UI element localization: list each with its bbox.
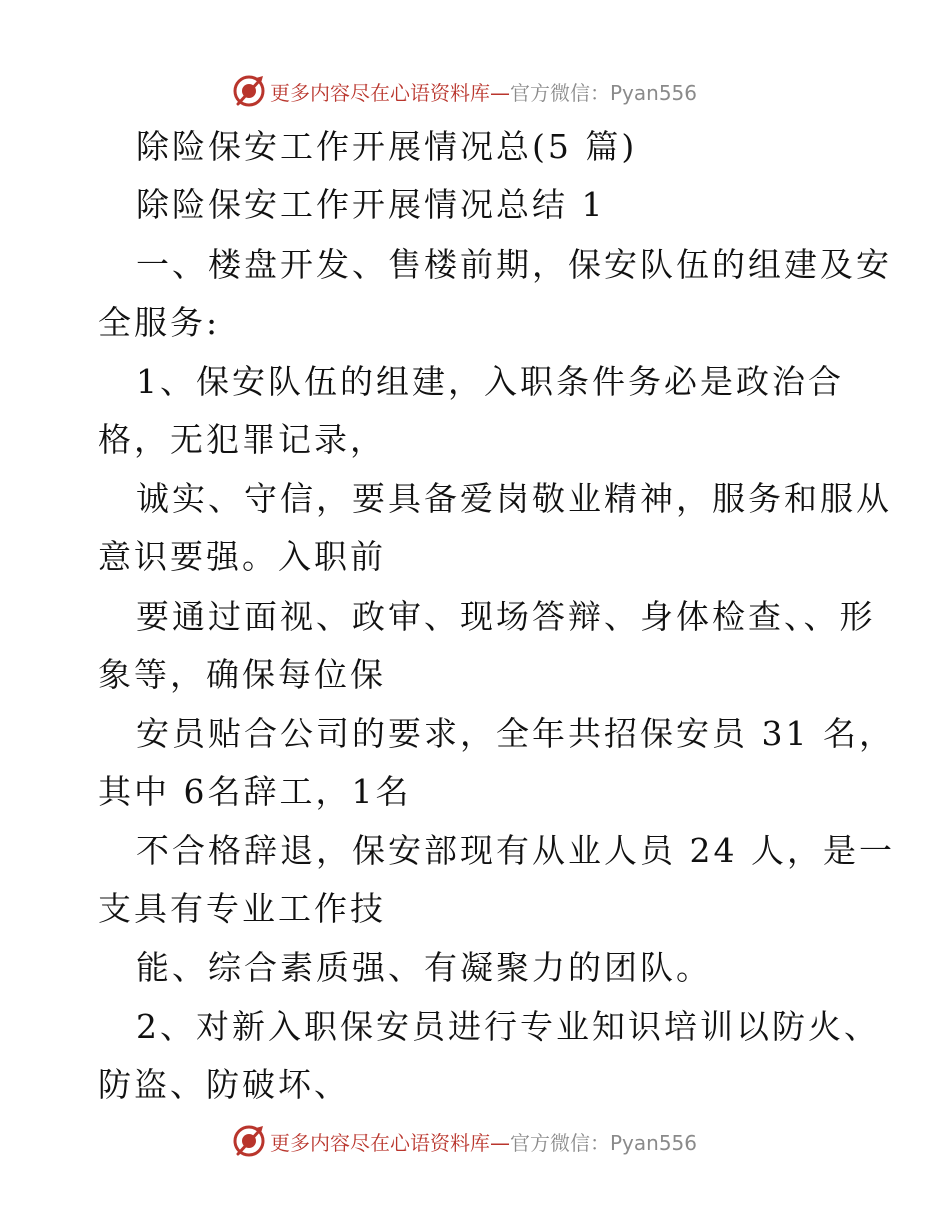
watermark-text (270, 77, 697, 106)
paragraph-line: 全服务: (98, 303, 221, 342)
paragraph-line: 支具有专业工作技 (98, 889, 386, 928)
section-heading: 除险保安工作开展情况总结 1 (136, 185, 606, 224)
document-title: 除险保安工作开展情况总(5 篇) (136, 127, 638, 166)
paragraph-line: 一、楼盘开发、售楼前期，保安队伍的组建及安 (136, 245, 892, 284)
paragraph-line: 安员贴合公司的要求，全年共招保安员 31 名， (136, 714, 895, 753)
header-watermark (232, 71, 752, 111)
footer-watermark (232, 1121, 752, 1161)
brush-logo-icon (232, 74, 266, 108)
paragraph-line: 诚实、守信，要具备爱岗敬业精神，服务和服从 (136, 479, 892, 518)
paragraph-line: 防盗、防破坏、 (98, 1065, 350, 1104)
paragraph-line: 能、综合素质强、有凝聚力的团队。 (136, 948, 712, 987)
paragraph-line: 格，无犯罪记录， (98, 420, 386, 459)
watermark-wechat-text: 官方微信：Pyan556 (510, 80, 698, 105)
paragraph-line: 2、对新入职保安员进行专业知识培训以防火、 (136, 1007, 880, 1046)
paragraph-line: 不合格辞退，保安部现有从业人员 24 人，是一 (136, 831, 895, 870)
watermark-wechat-text: 官方微信：Pyan556 (510, 1130, 698, 1155)
paragraph-line: 要通过面视、政审、现场答辩、身体检查、、形 (136, 597, 876, 636)
paragraph-line: 1、保安队伍的组建，入职条件务必是政治合 (136, 362, 844, 401)
watermark-text (270, 1127, 697, 1156)
watermark-site-text: 更多内容尽在心语资料库— (270, 80, 510, 105)
brush-logo-icon (232, 1124, 266, 1158)
paragraph-line: 象等，确保每位保 (98, 655, 386, 694)
paragraph-line: 意识要强。入职前 (98, 537, 386, 576)
paragraph-line: 其中 6名辞工，1名 (98, 772, 412, 811)
watermark-site-text: 更多内容尽在心语资料库— (270, 1130, 510, 1155)
